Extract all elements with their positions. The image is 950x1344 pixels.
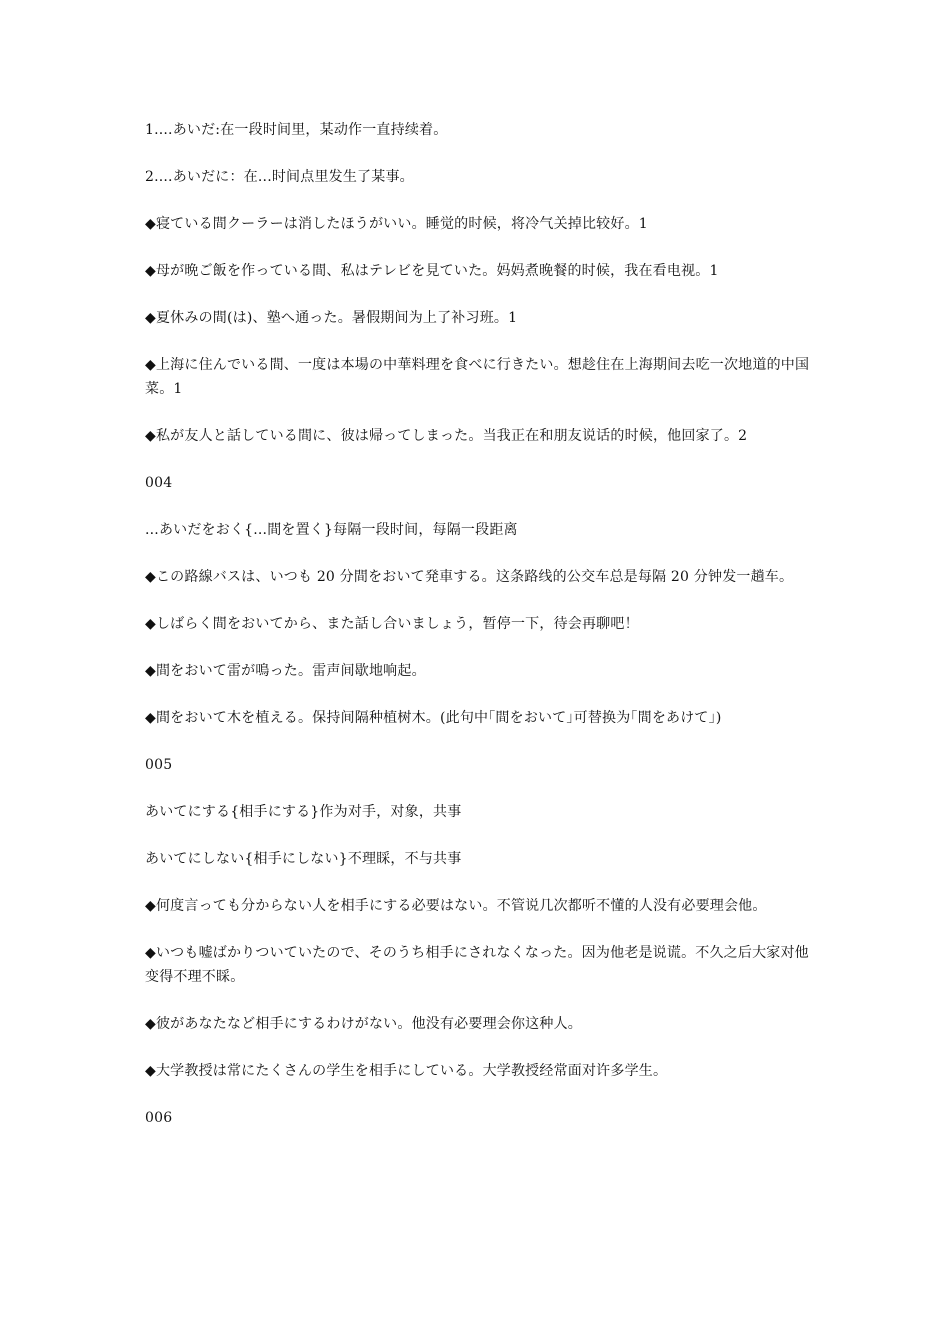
paragraph-6: ◆上海に住んでいる間、一度は本場の中華料理を食べに行きたい。想趁住在上海期间去吃一次地道的中国菜。1 (145, 357, 810, 397)
paragraph-16: あいてにしない{相手にしない}不理睬，不与共事 (145, 851, 462, 867)
paragraph-1: 1....あいだ:在一段时间里，某动作一直持续着。 (145, 122, 448, 138)
paragraph-19: ◆彼があなたなど相手にするわけがない。他没有必要理会你这种人。 (145, 1016, 582, 1032)
paragraph-11: ◆しばらく間をおいてから、また話し合いましょう，暂停一下，待会再聊吧！ (145, 616, 639, 632)
document-page (145, 118, 810, 1153)
paragraph-9: ...あいだをおく{...間を置く}每隔一段时间，每隔一段距离 (145, 522, 518, 538)
paragraph-7: ◆私が友人と話している間に、彼は帰ってしまった。当我正在和朋友说话的时候，他回家了。2 (145, 428, 748, 444)
paragraph-5: ◆夏休みの間(は)、塾へ通った。暑假期间为上了补习班。1 (145, 310, 518, 326)
paragraph-15: あいてにする{相手にする}作为对手，对象，共事 (145, 804, 462, 820)
section-number-005: 005 (145, 757, 173, 773)
paragraph-18: ◆いつも嘘ばかりついていたので、そのうち相手にされなくなった。因为他老是说谎。不久之后大家对他变得不理不睬。 (145, 945, 809, 985)
paragraph-10: ◆この路線バスは、いつも 20 分間をおいて発車する。这条路线的公交车总是每隔 20 分钟发一趟车。 (145, 569, 794, 585)
paragraph-17: ◆何度言っても分からない人を相手にする必要はない。不管说几次都听不懂的人没有必要理会他。 (145, 898, 767, 914)
section-number-006: 006 (145, 1110, 173, 1126)
paragraph-12: ◆間をおいて雷が鳴った。雷声间歇地响起。 (145, 663, 426, 679)
section-number-004: 004 (145, 475, 173, 491)
paragraph-2: 2....あいだに：在...时间点里发生了某事。 (145, 169, 414, 185)
paragraph-3: ◆寝ている間クーラーは消したほうがいい。睡觉的时候，将冷气关掉比较好。1 (145, 216, 648, 232)
paragraph-13: ◆間をおいて木を植える。保持间隔种植树木。(此句中｢間をおいて｣可替换为｢間をあけて｣) (145, 710, 722, 726)
paragraph-20: ◆大学教授は常にたくさんの学生を相手にしている。大学教授经常面对许多学生。 (145, 1063, 668, 1079)
paragraph-4: ◆母が晩ご飯を作っている間、私はテレビを見ていた。妈妈煮晚餐的时候，我在看电视。1 (145, 263, 719, 279)
